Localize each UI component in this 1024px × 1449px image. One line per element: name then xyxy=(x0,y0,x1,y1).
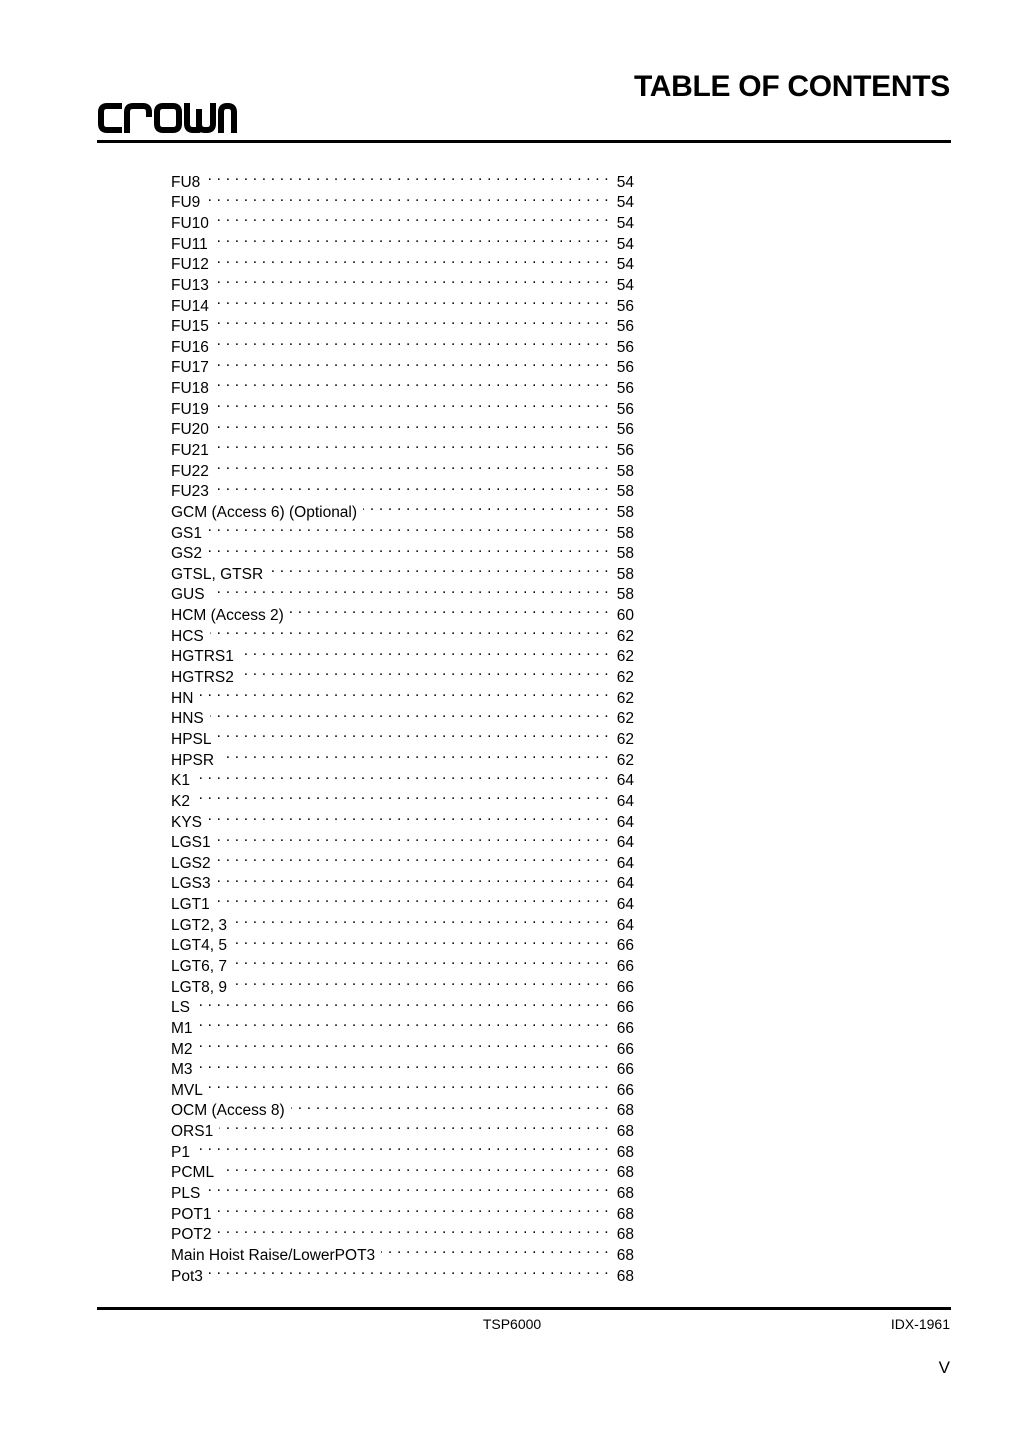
toc-entry-page: 56 xyxy=(616,400,634,418)
toc-entry[interactable] xyxy=(171,868,634,893)
toc-entry-label: LGS1 xyxy=(171,834,211,852)
toc-leader-dots xyxy=(208,517,609,538)
toc-leader-dots xyxy=(215,331,609,352)
toc-entry-label: POT2 xyxy=(171,1226,212,1244)
toc-entry-label: FU11 xyxy=(171,235,208,253)
toc-entry[interactable] xyxy=(171,641,634,666)
toc-entry-page: 58 xyxy=(616,462,634,480)
toc-entry-label: FU23 xyxy=(171,483,209,501)
toc-entry-label: FU15 xyxy=(171,318,209,336)
toc-entry[interactable] xyxy=(171,476,634,501)
toc-entry[interactable] xyxy=(171,847,634,872)
toc-leader-dots xyxy=(199,1012,609,1033)
toc-entry-label: GUS xyxy=(171,586,205,604)
toc-entry-label: FU20 xyxy=(171,421,209,439)
toc-entry[interactable] xyxy=(171,558,634,583)
page-title: TABLE OF CONTENTS xyxy=(634,70,950,103)
toc-entry-page: 62 xyxy=(616,710,634,728)
toc-entry[interactable] xyxy=(171,1115,634,1141)
toc-leader-dots xyxy=(196,1136,609,1157)
toc-leader-dots xyxy=(215,476,609,497)
toc-entry[interactable] xyxy=(171,971,634,996)
toc-entry[interactable] xyxy=(171,950,634,975)
toc-entry-label: FU13 xyxy=(171,276,209,294)
toc-entry[interactable] xyxy=(171,723,634,748)
toc-entry-label: LGS2 xyxy=(171,854,211,872)
toc-entry-page: 58 xyxy=(616,503,634,521)
crown-logo xyxy=(97,98,238,134)
toc-entry-page: 64 xyxy=(616,813,634,831)
toc-leader-dots xyxy=(199,1054,609,1075)
toc-leader-dots xyxy=(196,992,609,1013)
toc-entry[interactable] xyxy=(171,909,634,934)
toc-entry-page: 66 xyxy=(616,1019,634,1037)
toc-leader-dots xyxy=(363,496,609,517)
toc-entry-label: LGT1 xyxy=(171,896,210,914)
toc-entry-page: 68 xyxy=(616,1246,634,1264)
toc-leader-dots xyxy=(217,1198,608,1219)
toc-leader-dots xyxy=(210,703,609,724)
toc-entry-label: HGTRS1 xyxy=(171,648,234,666)
toc-entry-label: HPSR xyxy=(171,751,215,769)
toc-leader-dots xyxy=(218,723,609,744)
toc-entry-page: 66 xyxy=(616,978,634,996)
toc-entry-page: 66 xyxy=(616,1040,634,1058)
page-number: V xyxy=(938,1358,950,1377)
header-rule xyxy=(97,140,951,143)
toc-entry-page: 68 xyxy=(616,1102,634,1120)
toc-entry-page: 54 xyxy=(616,235,634,253)
toc-entry-label: M1 xyxy=(171,1019,193,1037)
toc-entry[interactable] xyxy=(171,496,634,521)
footer-rule xyxy=(97,1307,951,1310)
toc-entry-page: 54 xyxy=(616,256,634,274)
toc-entry-page: 56 xyxy=(616,441,634,459)
toc-entry-page: 64 xyxy=(616,896,634,914)
toc-entry-label: LGT6, 7 xyxy=(171,958,227,975)
toc-leader-dots xyxy=(215,269,609,290)
toc-leader-dots xyxy=(233,971,609,992)
toc-entry-page: 68 xyxy=(616,1185,634,1203)
toc-leader-dots xyxy=(217,1219,608,1240)
toc-entry-label: FU12 xyxy=(171,256,209,274)
toc-leader-dots xyxy=(216,888,609,909)
toc-leader-dots xyxy=(233,930,609,951)
toc-leader-dots xyxy=(196,765,609,786)
toc-entry-label: FU21 xyxy=(171,441,209,459)
toc-entry-page: 66 xyxy=(616,1081,634,1099)
toc-entry-label: FU17 xyxy=(171,359,209,377)
toc-entry-label: LGT8, 9 xyxy=(171,978,227,996)
table-of-contents xyxy=(171,166,634,1285)
toc-entry-label: GCM (Access 6) (Optional) xyxy=(171,503,358,521)
toc-entry-label: LGT2, 3 xyxy=(171,916,227,934)
toc-leader-dots xyxy=(291,1095,609,1116)
toc-leader-dots xyxy=(233,950,609,971)
toc-entry-label: GS2 xyxy=(171,545,203,563)
toc-entry-page: 62 xyxy=(616,627,634,645)
toc-leader-dots xyxy=(381,1239,609,1260)
toc-entry[interactable] xyxy=(171,455,634,480)
toc-entry-label: HGTRS2 xyxy=(171,669,234,687)
toc-leader-dots xyxy=(206,1177,608,1198)
toc-entry-page: 54 xyxy=(616,194,634,212)
toc-leader-dots xyxy=(217,868,609,889)
toc-entry-label: LGS3 xyxy=(171,875,211,893)
toc-entry-page: 68 xyxy=(616,1205,634,1223)
toc-entry[interactable] xyxy=(171,930,634,955)
toc-entry[interactable] xyxy=(171,372,634,398)
toc-entry-label: GTSL, GTSR xyxy=(171,565,264,583)
toc-entry-label: K2 xyxy=(171,792,190,810)
toc-leader-dots xyxy=(219,1115,609,1136)
toc-entry-label: K1 xyxy=(171,772,190,790)
toc-entry-page: 56 xyxy=(616,359,634,377)
toc-entry[interactable] xyxy=(171,682,634,707)
toc-entry-page: 64 xyxy=(616,854,634,872)
toc-entry-page: 62 xyxy=(616,730,634,748)
toc-entry-label: HNS xyxy=(171,710,204,728)
toc-entry-label: MVL xyxy=(171,1081,203,1099)
toc-entry[interactable] xyxy=(171,310,634,336)
toc-entry-page: 54 xyxy=(616,173,634,191)
toc-entry[interactable] xyxy=(171,992,634,1017)
toc-entry[interactable] xyxy=(171,1074,634,1099)
toc-entry-label: HCS xyxy=(171,627,204,645)
toc-entry[interactable] xyxy=(171,1177,634,1203)
toc-entry-label: Pot3 xyxy=(171,1267,203,1285)
toc-entry-page: 60 xyxy=(616,607,634,625)
toc-entry-label: POT1 xyxy=(171,1205,212,1223)
toc-leader-dots xyxy=(199,1033,609,1054)
toc-leader-dots xyxy=(215,352,609,373)
toc-leader-dots xyxy=(215,414,609,435)
toc-entry[interactable] xyxy=(171,249,634,274)
toc-leader-dots xyxy=(217,847,609,868)
toc-entry-label: PCML xyxy=(171,1164,215,1182)
toc-entry-label: HPSL xyxy=(171,730,212,748)
toc-entry[interactable] xyxy=(171,434,634,459)
toc-entry-label: FU8 xyxy=(171,173,201,191)
toc-entry[interactable] xyxy=(171,744,634,769)
toc-entry-label: OCM (Access 8) xyxy=(171,1102,285,1120)
toc-leader-dots xyxy=(215,455,609,476)
toc-leader-dots xyxy=(199,682,608,703)
toc-leader-dots xyxy=(215,310,609,331)
toc-entry[interactable] xyxy=(171,1157,634,1182)
toc-entry[interactable] xyxy=(171,1054,634,1079)
toc-entry-page: 66 xyxy=(616,958,634,975)
toc-leader-dots xyxy=(209,1074,609,1095)
toc-leader-dots xyxy=(220,1157,609,1178)
toc-leader-dots xyxy=(208,806,609,827)
toc-leader-dots xyxy=(215,372,609,393)
toc-leader-dots xyxy=(217,827,609,848)
toc-entry[interactable] xyxy=(171,785,634,810)
toc-entry-label: LS xyxy=(171,999,190,1017)
toc-entry-label: FU22 xyxy=(171,462,209,480)
toc-entry[interactable] xyxy=(171,290,634,315)
toc-leader-dots xyxy=(290,599,609,620)
toc-entry-page: 64 xyxy=(616,916,634,934)
toc-entry[interactable] xyxy=(171,331,634,356)
toc-entry[interactable] xyxy=(171,806,634,831)
index-code: IDX-1961 xyxy=(890,1316,950,1332)
toc-entry[interactable] xyxy=(171,1033,634,1058)
toc-entry[interactable] xyxy=(171,661,634,687)
toc-entry-page: 56 xyxy=(616,297,634,315)
toc-entry-page: 58 xyxy=(616,586,634,604)
toc-entry-page: 68 xyxy=(616,1143,634,1161)
toc-entry-label: P1 xyxy=(171,1143,190,1161)
toc-entry[interactable] xyxy=(171,166,634,191)
toc-entry-page: 62 xyxy=(616,669,634,687)
toc-entry[interactable] xyxy=(171,269,634,294)
toc-entry-label: FU16 xyxy=(171,338,209,356)
toc-entry-page: 54 xyxy=(616,214,634,232)
toc-entry-label: M3 xyxy=(171,1061,193,1079)
toc-entry[interactable] xyxy=(171,888,634,914)
toc-leader-dots xyxy=(233,909,609,930)
toc-entry-page: 68 xyxy=(616,1123,634,1141)
toc-entry-page: 66 xyxy=(616,937,634,955)
toc-leader-dots xyxy=(215,249,609,270)
toc-leader-dots xyxy=(211,579,609,600)
toc-entry-label: PLS xyxy=(171,1185,201,1203)
toc-entry[interactable] xyxy=(171,228,634,253)
toc-entry-label: FU10 xyxy=(171,214,209,232)
toc-entry-label: KYS xyxy=(171,813,203,831)
toc-entry[interactable] xyxy=(171,187,634,212)
toc-leader-dots xyxy=(269,558,609,579)
toc-entry-page: 64 xyxy=(616,875,634,893)
toc-entry-page: 56 xyxy=(616,380,634,398)
toc-entry-page: 66 xyxy=(616,1061,634,1079)
toc-entry-label: FU14 xyxy=(171,297,209,315)
toc-entry-page: 68 xyxy=(616,1164,634,1182)
toc-entry[interactable] xyxy=(171,1012,634,1037)
toc-entry-page: 56 xyxy=(616,318,634,336)
toc-entry-page: 54 xyxy=(616,276,634,294)
document-code: TSP6000 xyxy=(482,1316,542,1332)
toc-entry[interactable] xyxy=(171,393,634,418)
toc-entry[interactable] xyxy=(171,579,634,604)
toc-entry-page: 64 xyxy=(616,772,634,790)
toc-entry[interactable] xyxy=(171,765,634,790)
toc-entry[interactable] xyxy=(171,538,634,563)
toc-leader-dots xyxy=(215,434,609,455)
toc-entry-page: 58 xyxy=(616,524,634,542)
toc-entry-page: 58 xyxy=(616,483,634,501)
toc-entry-page: 62 xyxy=(616,751,634,769)
toc-entry[interactable] xyxy=(171,352,634,377)
toc-leader-dots xyxy=(215,207,609,228)
toc-entry[interactable] xyxy=(171,1239,634,1264)
toc-entry-page: 56 xyxy=(616,421,634,439)
toc-entry-label: FU19 xyxy=(171,400,209,418)
toc-leader-dots xyxy=(210,620,609,641)
toc-leader-dots xyxy=(206,187,608,208)
toc-entry-label: ORS1 xyxy=(171,1123,214,1141)
toc-entry-label: FU9 xyxy=(171,194,201,212)
toc-entry-page: 66 xyxy=(616,999,634,1017)
toc-entry[interactable] xyxy=(171,517,634,542)
toc-leader-dots xyxy=(215,393,609,414)
toc-leader-dots xyxy=(240,641,609,662)
toc-leader-dots xyxy=(220,744,609,765)
toc-entry-page: 68 xyxy=(616,1226,634,1244)
toc-entry[interactable] xyxy=(171,1198,634,1223)
toc-entry[interactable] xyxy=(171,1260,634,1285)
toc-entry[interactable] xyxy=(171,1136,634,1161)
toc-entry-page: 64 xyxy=(616,834,634,852)
toc-entry-label: M2 xyxy=(171,1040,193,1058)
toc-entry[interactable] xyxy=(171,827,634,852)
toc-leader-dots xyxy=(208,538,609,559)
toc-entry-page: 62 xyxy=(616,689,634,707)
toc-entry[interactable] xyxy=(171,207,634,232)
toc-entry-page: 58 xyxy=(616,565,634,583)
toc-entry[interactable] xyxy=(171,1219,634,1244)
toc-entry-page: 62 xyxy=(616,648,634,666)
toc-entry-label: HCM (Access 2) xyxy=(171,607,284,625)
toc-entry-page: 68 xyxy=(616,1267,634,1285)
toc-entry-page: 58 xyxy=(616,545,634,563)
toc-entry[interactable] xyxy=(171,1095,634,1120)
toc-entry[interactable] xyxy=(171,414,634,439)
toc-entry[interactable] xyxy=(171,703,634,728)
toc-entry-page: 56 xyxy=(616,338,634,356)
toc-entry-label: GS1 xyxy=(171,524,203,542)
toc-leader-dots xyxy=(240,661,609,682)
toc-entry-label: Main Hoist Raise/LowerPOT3 xyxy=(171,1246,376,1264)
toc-leader-dots xyxy=(196,785,609,806)
toc-entry[interactable] xyxy=(171,620,634,645)
toc-leader-dots xyxy=(215,290,609,311)
toc-entry-label: LGT4, 5 xyxy=(171,937,227,955)
toc-leader-dots xyxy=(206,166,608,187)
toc-entry-page: 64 xyxy=(616,792,634,810)
toc-entry-label: HN xyxy=(171,689,194,707)
toc-leader-dots xyxy=(209,1260,609,1281)
toc-leader-dots xyxy=(214,228,609,249)
toc-entry-label: FU18 xyxy=(171,380,209,398)
toc-entry[interactable] xyxy=(171,599,634,625)
